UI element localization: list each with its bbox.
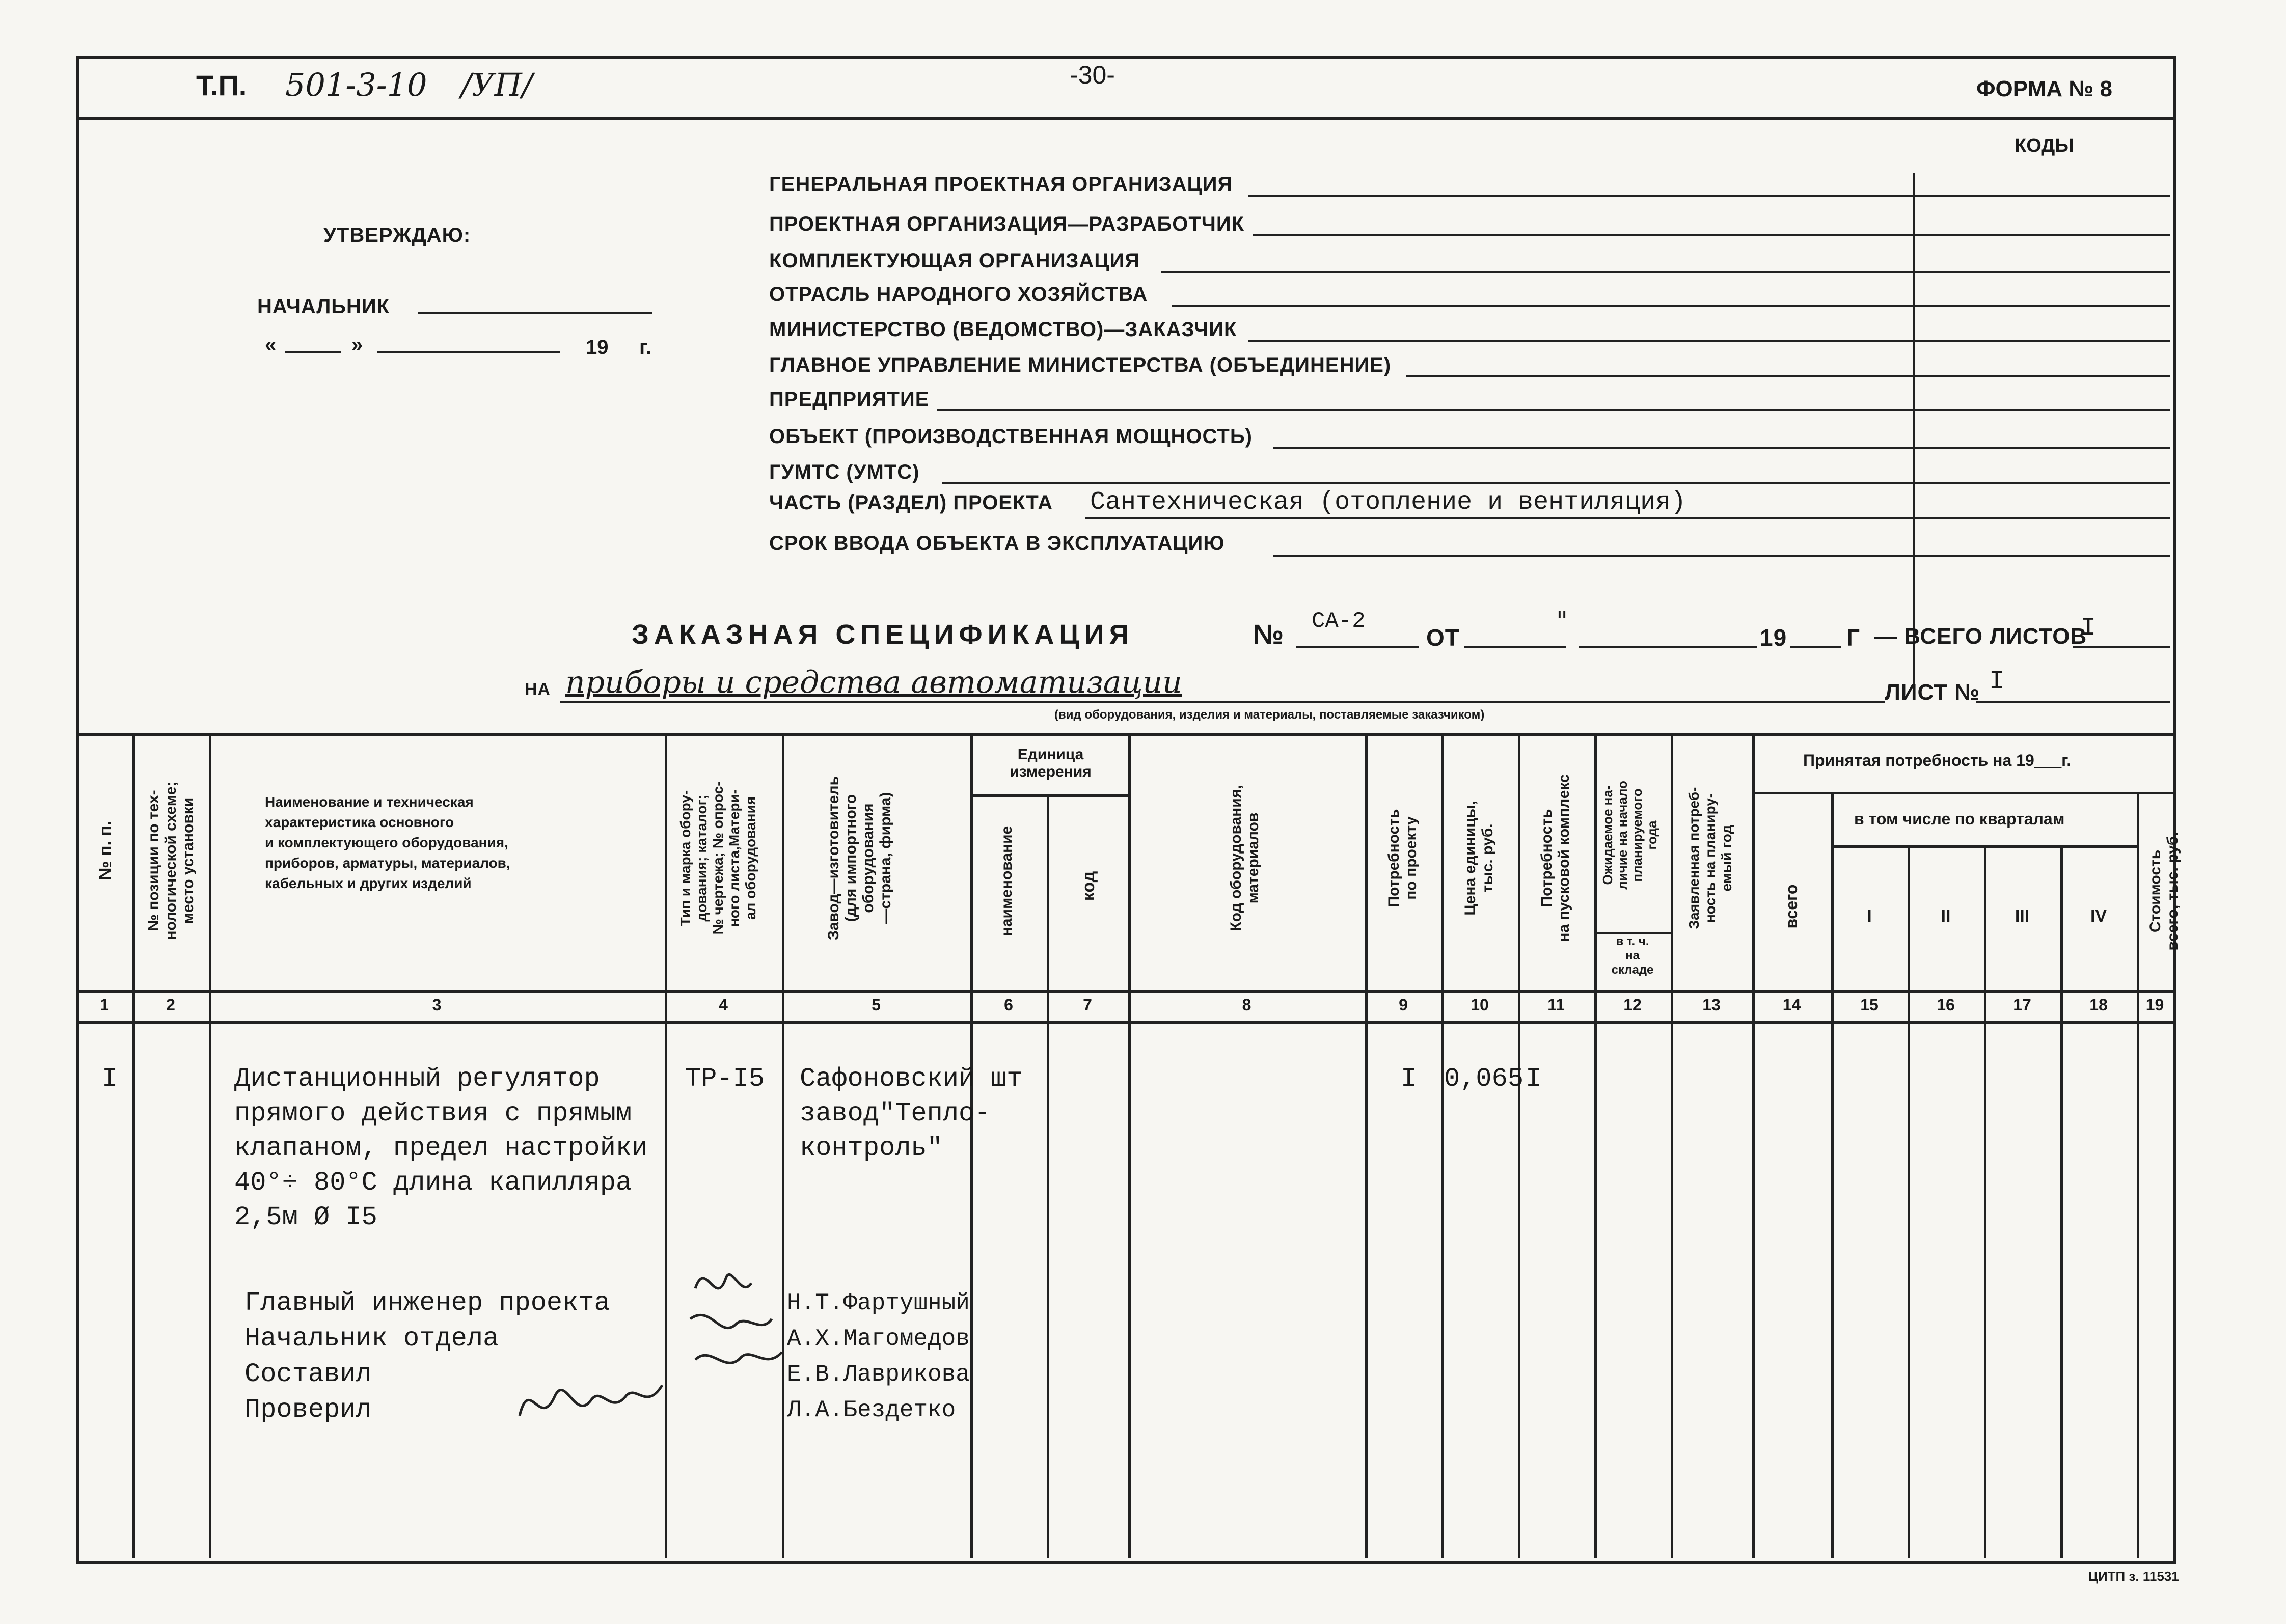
for-label: НА <box>525 680 551 699</box>
org-label: КОМПЛЕКТУЮЩАЯ ОРГАНИЗАЦИЯ <box>769 250 1140 272</box>
column-number: 8 <box>1242 996 1251 1014</box>
header-col14: всего <box>1782 884 1801 929</box>
total-sheets: I <box>2081 614 2097 643</box>
header-col12-stock: в т. ч. на складе <box>1611 934 1654 977</box>
spec-year-line <box>1790 646 1841 648</box>
column-number: 2 <box>166 996 175 1014</box>
header-bottom-border <box>76 990 2173 993</box>
header-col12: Ожидаемое на- личие на начало планируемого года <box>1600 781 1659 890</box>
spec-year-suffix: Г <box>1846 624 1861 651</box>
header-col19: Стоимость всего, тыс. руб. <box>2147 832 2181 951</box>
header-accepted-group: Принятая потребность на 19___г. <box>1803 751 2072 769</box>
header-col16: II <box>1941 906 1951 926</box>
org-label: ГЛАВНОЕ УПРАВЛЕНИЕ МИНИСТЕРСТВА (ОБЪЕДИНЕНИЕ) <box>769 354 1392 376</box>
header-col7: код <box>1079 871 1098 901</box>
col-divider <box>2137 792 2139 1558</box>
col-divider <box>782 733 784 1558</box>
signature-role: Начальник отдела <box>244 1324 499 1354</box>
column-number: 18 <box>2089 996 2108 1014</box>
header-col6: наименование <box>998 825 1015 937</box>
column-number: 7 <box>1083 996 1092 1014</box>
org-label: ПРОЕКТНАЯ ОРГАНИЗАЦИЯ—РАЗРАБОТЧИК <box>769 213 1245 235</box>
column-number: 16 <box>1937 996 1955 1014</box>
kind-caption: (вид оборудования, изделия и материалы, поставляемые заказчиком) <box>1054 708 1485 722</box>
row-launch-need: I <box>1526 1064 1542 1094</box>
column-numbers-border <box>76 1021 2173 1024</box>
volume-ref: /УП/ <box>461 66 533 103</box>
spec-quote: " <box>1556 606 1568 636</box>
spec-day-line <box>1464 646 1566 648</box>
column-number: 14 <box>1782 996 1801 1014</box>
org-line <box>937 409 2170 411</box>
for-line <box>560 701 1885 703</box>
form-label: ФОРМА № 8 <box>1976 76 2112 101</box>
col-divider <box>1984 845 1986 1558</box>
org-line <box>1161 271 2170 273</box>
date-quote-open: « <box>265 334 277 356</box>
page-number: -30- <box>1070 61 1115 89</box>
column-number: 6 <box>1004 996 1013 1014</box>
org-line <box>942 482 2170 484</box>
column-number: 15 <box>1860 996 1879 1014</box>
header-col15: I <box>1867 906 1872 926</box>
column-number: 17 <box>2013 996 2031 1014</box>
project-section-value: Сантехническая (отопление и вентиляция) <box>1090 488 1686 517</box>
col-divider <box>1518 733 1520 1558</box>
unit-group-divider <box>970 794 1131 797</box>
for-value: приборы и средства автоматизации <box>565 665 1182 700</box>
spec-month-line <box>1579 646 1757 648</box>
org-line <box>1253 234 2170 236</box>
org-label: ЧАСТЬ (РАЗДЕЛ) ПРОЕКТА <box>769 491 1053 514</box>
total-sheets-line <box>2073 646 2170 648</box>
col-divider <box>1752 733 1755 1558</box>
org-line <box>1248 340 2170 342</box>
row-type: ТР-I5 <box>685 1064 765 1094</box>
date-month-line <box>377 351 560 353</box>
codes-column-divider <box>1913 173 1915 687</box>
col-divider <box>1908 845 1910 1558</box>
org-label: ГЕНЕРАЛЬНАЯ ПРОЕКТНАЯ ОРГАНИЗАЦИЯ <box>769 173 1233 196</box>
signature-role: Главный инженер проекта <box>244 1288 610 1318</box>
sheet-number: I <box>1989 667 2005 696</box>
project-ref: 501-3-10 <box>285 66 427 103</box>
col-divider <box>1441 733 1444 1558</box>
date-quote-close: » <box>351 334 363 356</box>
signature-name: Л.А.Бездетко <box>787 1397 956 1423</box>
date-year-prefix: 19 <box>586 336 609 359</box>
signature-name: Н.Т.Фартушный <box>787 1290 970 1316</box>
col-divider <box>1671 733 1673 1558</box>
project-ref-prefix: Т.П. <box>196 69 247 101</box>
column-number: 12 <box>1623 996 1642 1014</box>
org-line <box>1172 305 2170 307</box>
total-sheets-label: — ВСЕГО ЛИСТОВ <box>1874 624 2087 649</box>
header-separator <box>76 117 2173 120</box>
signature-role: Составил <box>244 1359 372 1389</box>
col-divider <box>1365 733 1368 1558</box>
chief-signature-line <box>418 312 652 314</box>
org-label: ОБЪЕКТ (ПРОИЗВОДСТВЕННАЯ МОЩНОСТЬ) <box>769 425 1253 448</box>
header-col4: Тип и марка обору- дования; каталог; № чертежа; № опрос- ного листа,Матери- ал оборудования <box>677 781 758 935</box>
chief-label: НАЧАЛЬНИК <box>257 295 390 318</box>
codes-label: КОДЫ <box>2015 135 2074 156</box>
spec-from-label: ОТ <box>1426 624 1460 651</box>
col-divider <box>1047 794 1049 1558</box>
row-number: I <box>102 1064 118 1094</box>
header-quarters-group: в том числе по кварталам <box>1854 810 2065 828</box>
date-day-line <box>285 351 341 353</box>
sheet-number-line <box>1976 701 2170 703</box>
col-divider <box>2060 845 2063 1558</box>
header-col13: Заявленная потреб- ность на планиру- емый год <box>1686 787 1734 929</box>
header-col18: IV <box>2090 906 2107 926</box>
column-number: 10 <box>1471 996 1489 1014</box>
header-col8: Код оборудования, материалов <box>1228 785 1262 931</box>
column-number: 5 <box>872 996 881 1014</box>
org-label: МИНИСТЕРСТВО (ВЕДОМСТВО)—ЗАКАЗЧИК <box>769 318 1237 341</box>
org-line <box>1248 195 2170 197</box>
table-top-border <box>76 733 2173 736</box>
signature-role: Проверил <box>244 1395 372 1425</box>
header-col17: III <box>2015 906 2030 926</box>
org-line <box>1085 517 2170 519</box>
row-manufacturer: Сафоновский завод"Тепло- контроль" <box>800 1064 991 1163</box>
col-divider <box>132 733 135 1558</box>
column-number: 11 <box>1547 996 1565 1014</box>
spec-title: ЗАКАЗНАЯ СПЕЦИФИКАЦИЯ <box>632 619 1134 650</box>
row-unit: шт <box>991 1064 1023 1094</box>
header-col11: Потребность на пусковой комплекс <box>1538 774 1572 942</box>
row-need: I <box>1401 1064 1417 1094</box>
column-number: 1 <box>100 996 109 1014</box>
column-number: 19 <box>2145 996 2164 1014</box>
col-divider <box>1594 733 1597 1558</box>
signature-name: Е.В.Лаврикова <box>787 1361 970 1388</box>
org-label: ПРЕДПРИЯТИЕ <box>769 388 930 410</box>
org-line <box>1273 555 2170 557</box>
print-stamp: ЦИТП з. 11531 <box>2088 1568 2179 1584</box>
header-col2: № позиции по тех- нологической схеме; место установки <box>145 781 197 940</box>
sheet-label: ЛИСТ № <box>1885 680 1980 705</box>
signature-name: А.Х.Магомедов <box>787 1326 970 1352</box>
header-col3: Наименование и техническая характеристика основного и комплектующего оборудования, приборов, арматуры, материалов, кабельных и других изделий <box>265 794 510 891</box>
row-name: Дистанционный регулятор прямого действия с прямым клапаном, предел настройки 40°÷ 80°С длина капилляра 2,5м Ø I5 <box>234 1064 648 1232</box>
column-number: 13 <box>1702 996 1721 1014</box>
spec-number-label: № <box>1253 619 1284 650</box>
spec-year-label: 19 <box>1760 624 1787 651</box>
handwritten-signatures <box>675 1248 792 1390</box>
org-label: СРОК ВВОДА ОБЪЕКТА В ЭКСПЛУАТАЦИЮ <box>769 532 1225 555</box>
spec-number-line <box>1296 646 1419 648</box>
column-number: 3 <box>432 996 442 1014</box>
spec-number: СА-2 <box>1312 609 1366 634</box>
checker-signature <box>509 1365 672 1436</box>
header-col5: Завод—изготовитель (для импортного оборудования —страна, фирма) <box>825 776 894 940</box>
col-divider <box>209 733 211 1558</box>
org-line <box>1273 447 2170 449</box>
accepted-group-divider <box>1752 792 2173 794</box>
org-line <box>1406 375 2170 377</box>
column-number: 9 <box>1399 996 1408 1014</box>
date-year-suffix: г. <box>639 336 651 359</box>
col-divider <box>1128 733 1131 1558</box>
column-number: 4 <box>719 996 728 1014</box>
org-label: ГУМТС (УМТС) <box>769 461 920 483</box>
header-unit-group: Единица измерения <box>1010 746 1092 780</box>
org-label: ОТРАСЛЬ НАРОДНОГО ХОЗЯЙСТВА <box>769 283 1148 306</box>
header-col10: Цена единицы, тыс. руб. <box>1462 801 1496 916</box>
row-price: 0,065 <box>1444 1064 1524 1094</box>
approve-label: УТВЕРЖДАЮ: <box>323 224 471 246</box>
header-col9: Потребность по проекту <box>1385 809 1420 907</box>
header-col1: № п. п. <box>96 820 115 880</box>
